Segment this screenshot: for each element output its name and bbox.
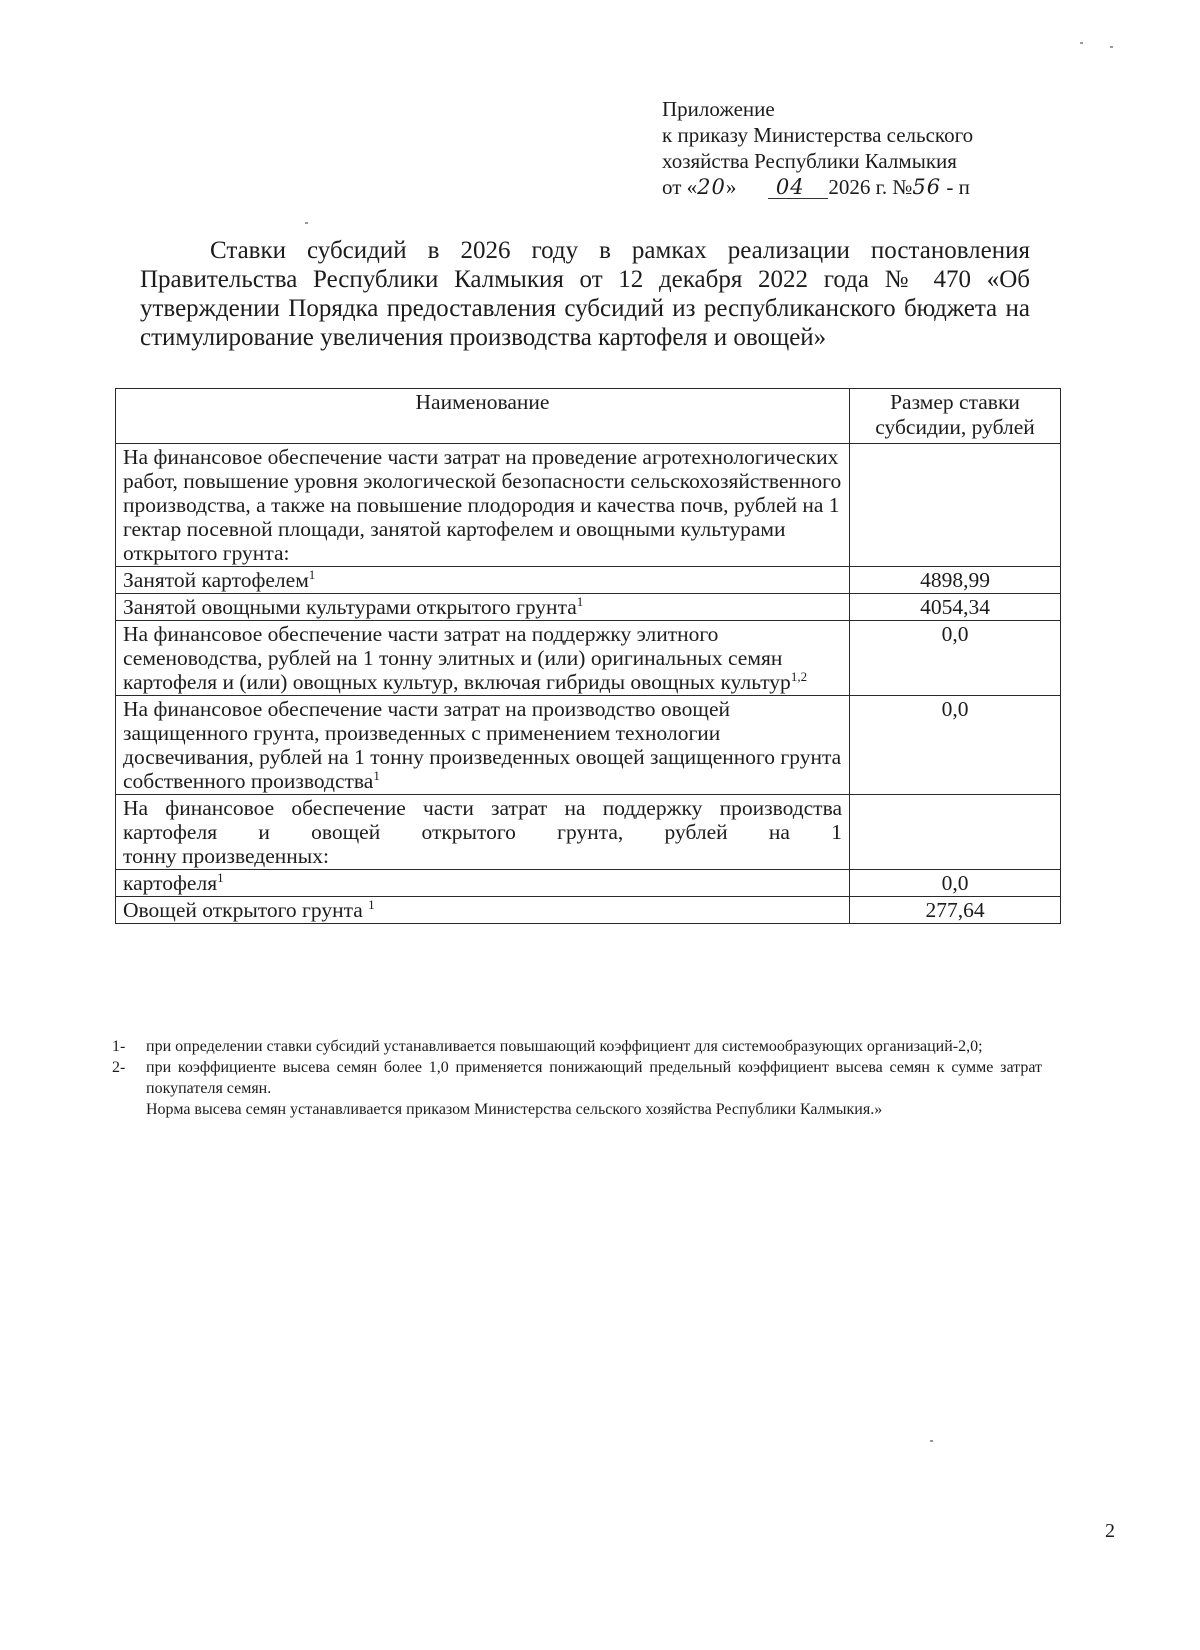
date-year: 2026 г. № xyxy=(828,175,913,199)
row-potato-area xyxy=(116,567,850,594)
footnote-number: 1- xyxy=(112,1038,126,1055)
date-day-handwritten: 20 xyxy=(697,175,726,199)
footnote-text: при определении ставки субсидий устанавливается повышающий коэффициент для системообразующих организаций-2,0; xyxy=(146,1038,983,1055)
row-greenhouse xyxy=(116,696,850,795)
title-text: Ставки субсидий в 2026 году в рамках реализации постановления Правительства Республики Калмыкия от 12 декабря 2022 года № 470 «Об утверждении Порядка предоставления субсидий из республиканского бюджета на стимулирование увеличения производства картофеля и овощей» xyxy=(140,237,1030,351)
footnote-ref: 1 xyxy=(368,896,375,912)
row-elite-seeds xyxy=(116,621,850,696)
date-month-handwritten: 04 xyxy=(775,175,805,199)
approval-date-line xyxy=(662,174,973,200)
header-rate: Размер ставки субсидии, рублей xyxy=(850,389,1061,444)
rates-table xyxy=(115,388,1061,924)
row-vegetables-tons xyxy=(116,897,850,924)
row-vegetables-area-value: 4054,34 xyxy=(850,594,1061,621)
footnote-ref: 1 xyxy=(217,869,224,885)
scan-speck xyxy=(1080,42,1083,44)
footnote-1 xyxy=(112,1036,1042,1057)
footnote-number: 2- xyxy=(112,1059,126,1076)
row-greenhouse-value: 0,0 xyxy=(850,696,1061,795)
date-mid: » xyxy=(725,175,737,199)
row-production-value xyxy=(850,795,1061,870)
table-row xyxy=(116,870,1061,897)
row-elite-seeds-value: 0,0 xyxy=(850,621,1061,696)
table-row xyxy=(116,621,1061,696)
table-row xyxy=(116,567,1061,594)
footnote-ref: 1 xyxy=(576,593,584,609)
footnote-text: при коэффициенте высева семян более 1,0 применяется понижающий предельный коэффициент высева семян к сумме затрат покупателя семян. xyxy=(146,1059,1042,1097)
row-greenhouse-text: На финансовое обеспечение части затрат на производство овощей защищенного грунта, произведенных с применением технологии досвечивания, рублей на 1 тонну произведенных овощей защищенного грунта собственного производства xyxy=(123,697,842,793)
table-row xyxy=(116,444,1061,567)
row-potato-tons-text: картофеля xyxy=(123,871,218,895)
row-vegetables-tons-text: Овощей открытого грунта xyxy=(123,898,369,922)
table-row xyxy=(116,795,1061,870)
row-production-text: На финансовое обеспечение части затрат на поддержку производства картофеля и овощей открытого грунта, рублей на 1 xyxy=(123,796,842,844)
approval-line-1: Приложение xyxy=(662,97,775,121)
scan-speck xyxy=(930,1440,933,1442)
row-agrotech-value xyxy=(850,444,1061,567)
table-row xyxy=(116,696,1061,795)
document-title xyxy=(140,236,1030,352)
table-row xyxy=(116,594,1061,621)
row-vegetables-area-text: Занятой овощными культурами открытого грунта xyxy=(123,595,577,619)
footnote-ref: 1,2 xyxy=(790,668,808,684)
page-number: 2 xyxy=(1105,1520,1115,1542)
footnote-extra: Норма высева семян устанавливается приказом Министерства сельского хозяйства Республики Калмыкия.» xyxy=(146,1101,883,1118)
order-number-handwritten: 56 xyxy=(912,175,942,199)
row-potato-area-value: 4898,99 xyxy=(850,567,1061,594)
footnote-ref: 1 xyxy=(373,767,380,783)
row-elite-seeds-text: На финансовое обеспечение части затрат на поддержку элитного семеноводства, рублей на 1 тонну элитных и (или) оригинальных семян картофеля и (или) овощных культур, включая гибриды овощных культур xyxy=(123,622,791,694)
approval-line-2: к приказу Министерства сельского xyxy=(662,123,974,147)
table-row xyxy=(116,897,1061,924)
row-vegetables-tons-value: 277,64 xyxy=(850,897,1061,924)
approval-block xyxy=(662,96,973,200)
date-suffix: - п xyxy=(946,175,970,199)
scan-speck xyxy=(1110,46,1113,48)
footnote-2 xyxy=(112,1057,1042,1099)
scan-speck xyxy=(305,222,308,224)
row-potato-area-text: Занятой картофелем xyxy=(123,568,309,592)
row-vegetables-area xyxy=(116,594,850,621)
row-production-text-end: тонну произведенных: xyxy=(123,844,329,868)
row-production xyxy=(116,795,850,870)
header-name: Наименование xyxy=(116,389,850,444)
table-header-row xyxy=(116,389,1061,444)
footnote-ref: 1 xyxy=(308,566,316,582)
row-potato-tons-value: 0,0 xyxy=(850,870,1061,897)
row-agrotech-text: На финансовое обеспечение части затрат на проведение агротехнологических работ, повышение уровня экологической безопасности сельскохозяйственного производства, а также на повышение плодородия и качества почв, рублей на 1 гектар посевной площади, занятой картофелем и овощными культурами открытого грунта: xyxy=(116,444,850,567)
footnotes xyxy=(112,1036,1042,1120)
approval-line-3: хозяйства Республики Калмыкия xyxy=(662,149,957,173)
row-potato-tons xyxy=(116,870,850,897)
date-prefix: от « xyxy=(662,175,698,199)
